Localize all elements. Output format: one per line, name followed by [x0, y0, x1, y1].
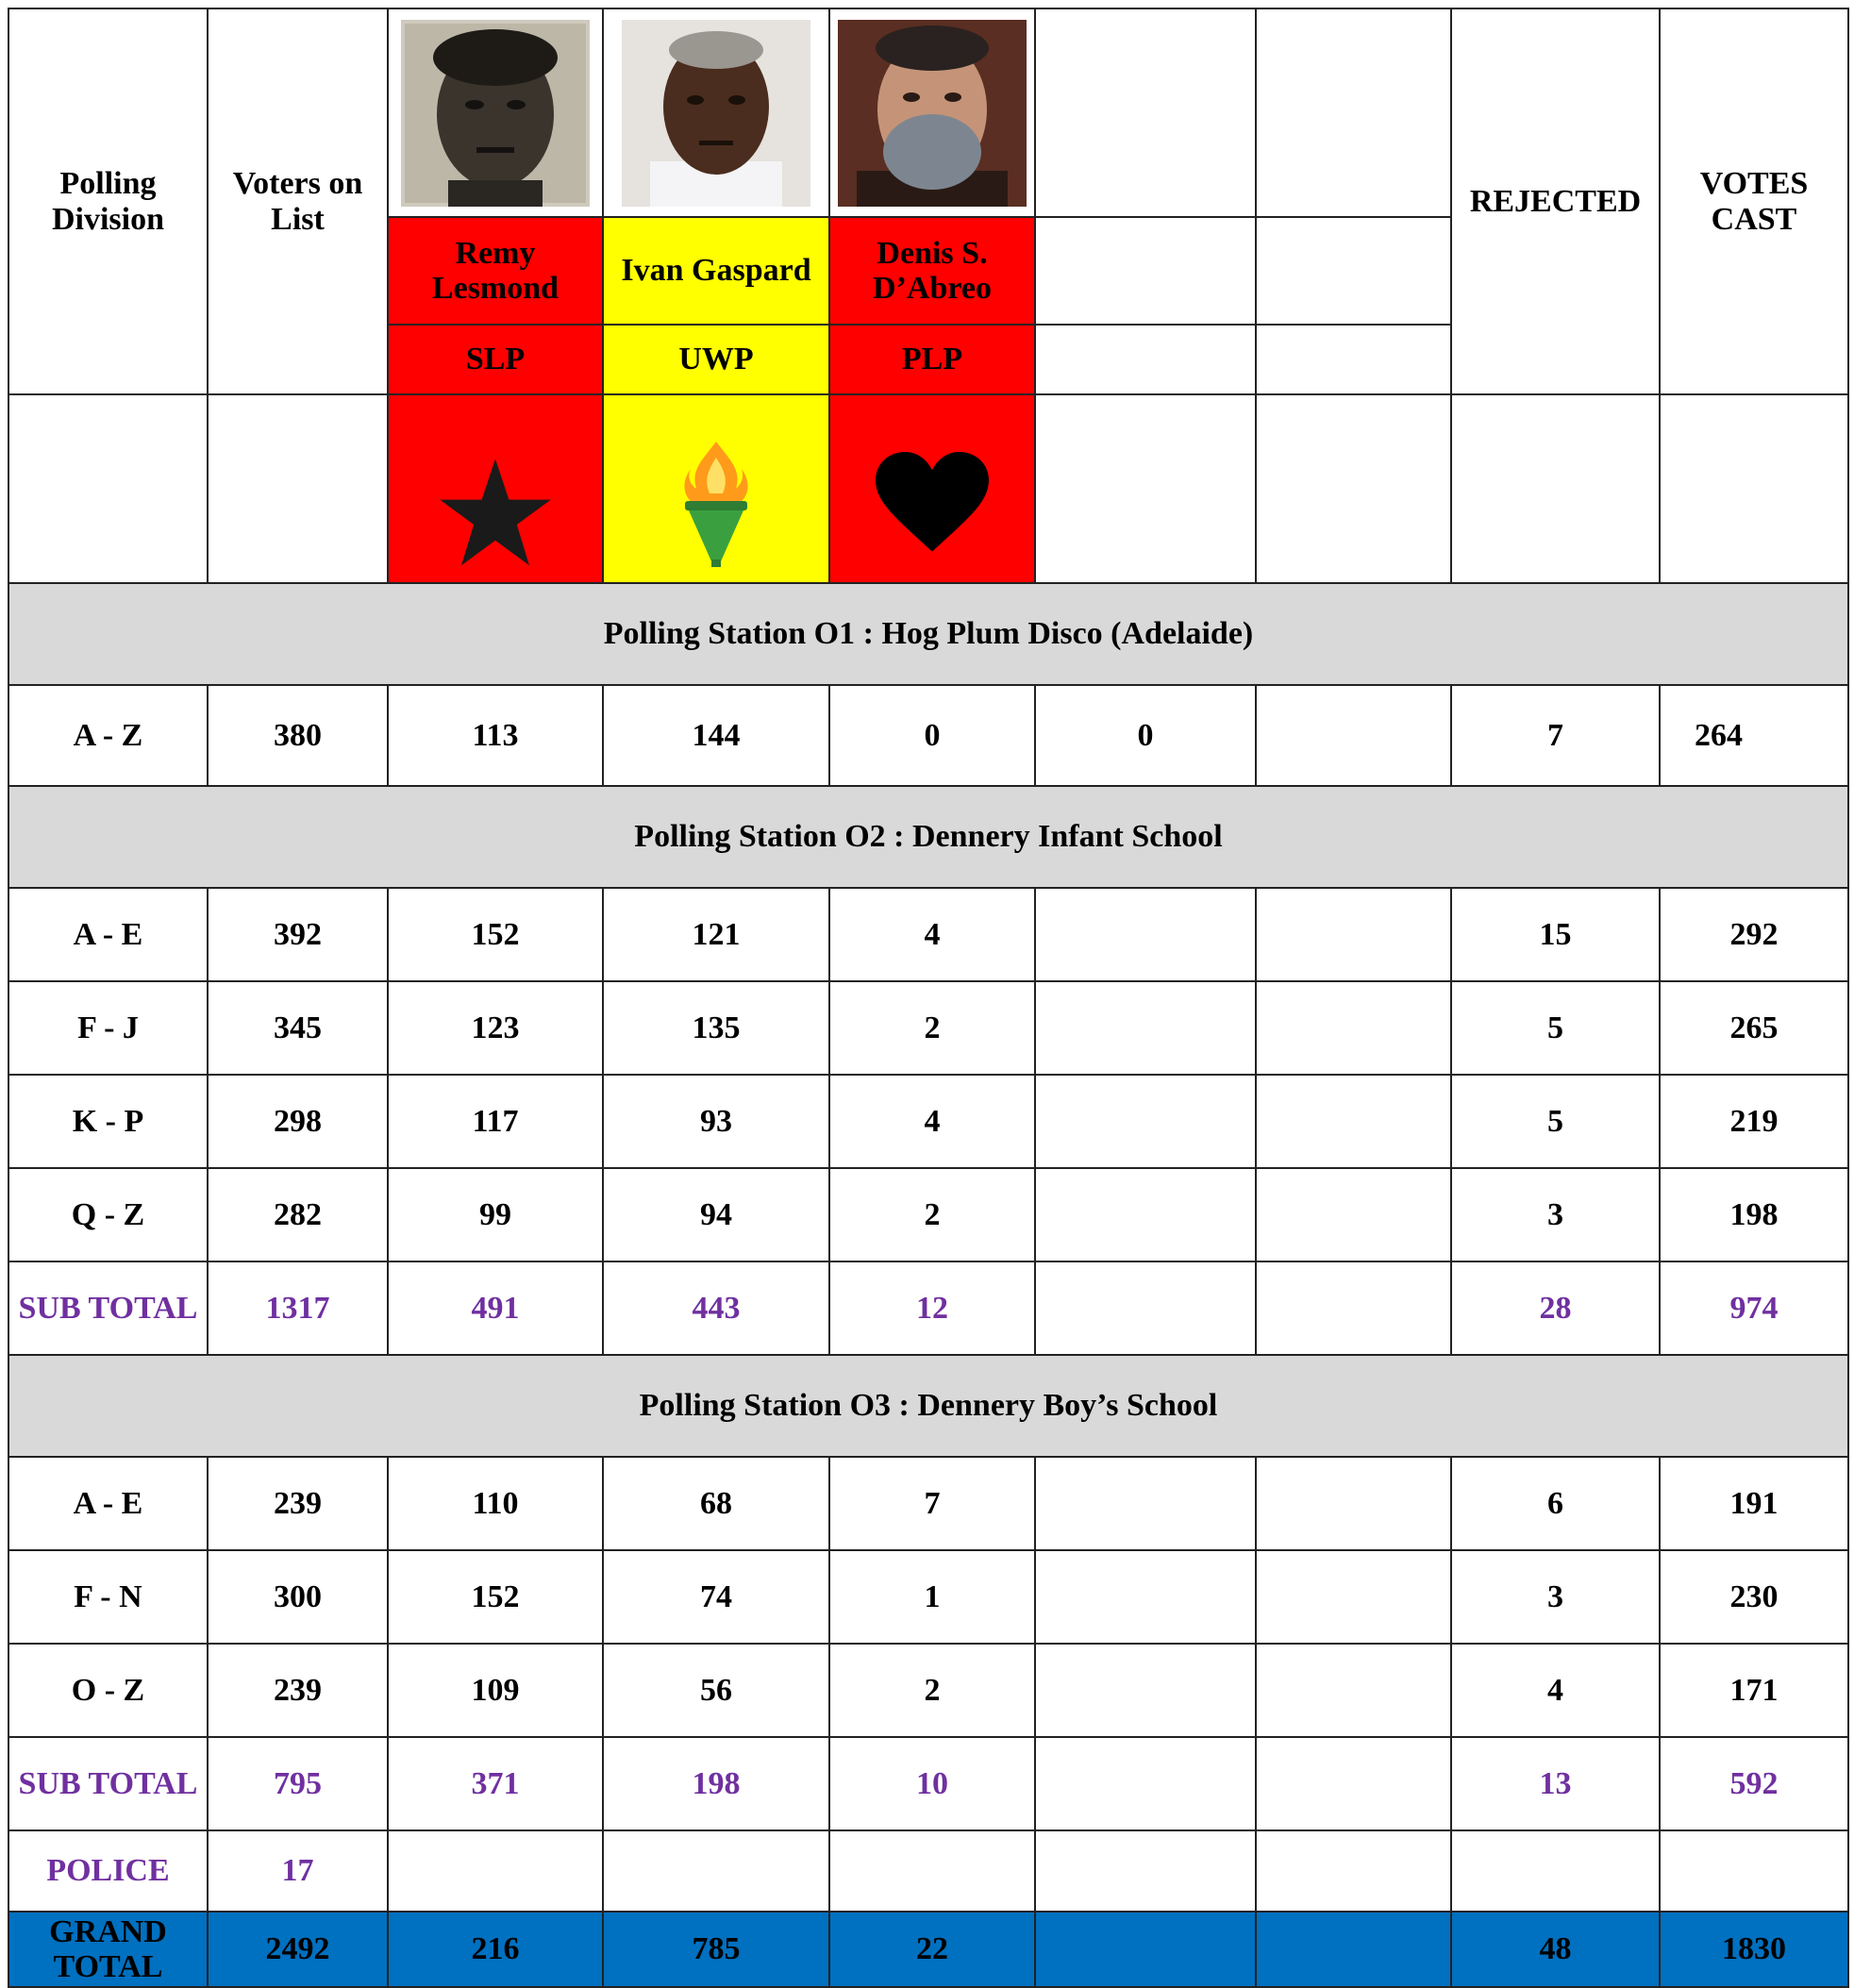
candidate-1-votes: 110 [388, 1457, 603, 1550]
candidate-2-votes: 68 [603, 1457, 829, 1550]
subtotal-candidate-5 [1256, 1737, 1451, 1830]
candidate-4-votes [1035, 1457, 1256, 1550]
results-table [8, 8, 1849, 1988]
candidate-1-name: Remy Lesmond [388, 217, 603, 325]
rejected-value: 4 [1451, 1644, 1660, 1737]
candidate-4-votes [1035, 1168, 1256, 1261]
candidate-2-votes: 121 [603, 888, 829, 981]
candidate-2-votes: 56 [603, 1644, 829, 1737]
division-label: F - N [8, 1550, 208, 1644]
votes-cast-header: VOTES CAST [1660, 8, 1848, 394]
rejected-value: 5 [1451, 981, 1660, 1075]
candidate-1-votes: 117 [388, 1075, 603, 1168]
subtotal-candidate-4 [1035, 1737, 1256, 1830]
candidate-2-votes: 93 [603, 1075, 829, 1168]
police-label: POLICE [8, 1830, 208, 1912]
grand-total-candidate-5 [1256, 1912, 1451, 1987]
votes-cast-value: 230 [1660, 1550, 1848, 1644]
star-icon [439, 457, 552, 570]
division-label: A - E [8, 888, 208, 981]
rejected-value: 6 [1451, 1457, 1660, 1550]
grand-total-votes-cast: 1830 [1660, 1912, 1848, 1987]
subtotal-candidate-4 [1035, 1261, 1256, 1355]
subtotal-label: SUB TOTAL [8, 1737, 208, 1830]
voters-on-list-header: Voters on List [208, 8, 388, 394]
rejected-value: 3 [1451, 1550, 1660, 1644]
voters-value: 345 [208, 981, 388, 1075]
candidate-2-party: UWP [603, 325, 829, 394]
empty-symbol-cell [1256, 394, 1451, 583]
candidate-4-votes [1035, 981, 1256, 1075]
rejected-value: 5 [1451, 1075, 1660, 1168]
candidate-5-votes [1256, 685, 1451, 786]
candidate-1-votes: 109 [388, 1644, 603, 1737]
candidate-1-symbol [388, 394, 603, 583]
subtotal-candidate-2: 443 [603, 1261, 829, 1355]
candidate-5-votes [1256, 1075, 1451, 1168]
subtotal-rejected: 28 [1451, 1261, 1660, 1355]
division-label: O - Z [8, 1644, 208, 1737]
candidate-3-votes: 0 [829, 685, 1035, 786]
division-label: Q - Z [8, 1168, 208, 1261]
division-label: A - Z [8, 685, 208, 786]
division-label: F - J [8, 981, 208, 1075]
candidate-1-votes: 99 [388, 1168, 603, 1261]
candidate-2-symbol [603, 394, 829, 583]
candidate-1-votes: 113 [388, 685, 603, 786]
voters-value: 239 [208, 1457, 388, 1550]
candidate-4-votes [1035, 1644, 1256, 1737]
grand-total-candidate-3: 22 [829, 1912, 1035, 1987]
grand-total-candidate-2: 785 [603, 1912, 829, 1987]
candidate-4-votes [1035, 1075, 1256, 1168]
candidate-3-votes: 2 [829, 981, 1035, 1075]
grand-total-rejected: 48 [1451, 1912, 1660, 1987]
candidate-3-votes: 7 [829, 1457, 1035, 1550]
candidate-3-symbol [829, 394, 1035, 583]
candidate-1-votes: 152 [388, 888, 603, 981]
candidate-3-votes: 4 [829, 1075, 1035, 1168]
candidate-2-votes: 135 [603, 981, 829, 1075]
grand-total-candidate-1: 216 [388, 1912, 603, 1987]
candidate-5-votes [1256, 1457, 1451, 1550]
subtotal-candidate-5 [1256, 1261, 1451, 1355]
votes-cast-value: 292 [1660, 888, 1848, 981]
subtotal-candidate-1: 371 [388, 1737, 603, 1830]
votes-cast-value: 198 [1660, 1168, 1848, 1261]
candidate-2-portrait-icon [622, 20, 810, 207]
voters-value: 300 [208, 1550, 388, 1644]
candidate-3-votes: 2 [829, 1168, 1035, 1261]
rejected-value: 3 [1451, 1168, 1660, 1261]
candidate-3-name: Denis S. D’Abreo [829, 217, 1035, 325]
division-label: K - P [8, 1075, 208, 1168]
station-title: Polling Station O3 : Dennery Boy’s School [8, 1355, 1848, 1457]
police-empty-cell [829, 1830, 1035, 1912]
empty-candidate-5-party [1256, 325, 1451, 394]
votes-cast-value: 265 [1660, 981, 1848, 1075]
police-empty-cell [603, 1830, 829, 1912]
subtotal-candidate-3: 12 [829, 1261, 1035, 1355]
rejected-header: REJECTED [1451, 8, 1660, 394]
candidate-3-votes: 4 [829, 888, 1035, 981]
subtotal-candidate-3: 10 [829, 1737, 1035, 1830]
candidate-5-votes [1256, 1644, 1451, 1737]
station-title: Polling Station O1 : Hog Plum Disco (Adelaide) [8, 583, 1848, 685]
empty-candidate-5-name [1256, 217, 1451, 325]
candidate-3-photo [829, 8, 1035, 217]
candidate-1-votes: 123 [388, 981, 603, 1075]
subtotal-candidate-1: 491 [388, 1261, 603, 1355]
station-title: Polling Station O2 : Dennery Infant School [8, 786, 1848, 888]
grand-total-candidate-4 [1035, 1912, 1256, 1987]
polling-division-header: Polling Division [8, 8, 208, 394]
empty-candidate-4-party [1035, 325, 1256, 394]
police-empty-cell [1660, 1830, 1848, 1912]
votes-cast-value: 264 [1660, 685, 1848, 786]
candidate-5-votes [1256, 981, 1451, 1075]
voters-value: 298 [208, 1075, 388, 1168]
subtotal-votes-cast: 592 [1660, 1737, 1848, 1830]
empty-symbol-cell [208, 394, 388, 583]
candidate-1-portrait-icon [401, 20, 590, 207]
candidate-4-votes [1035, 1550, 1256, 1644]
candidate-3-portrait-icon [838, 20, 1027, 207]
empty-symbol-cell [1660, 394, 1848, 583]
subtotal-votes-cast: 974 [1660, 1261, 1848, 1355]
votes-cast-value: 171 [1660, 1644, 1848, 1737]
voters-value: 282 [208, 1168, 388, 1261]
empty-symbol-cell [8, 394, 208, 583]
candidate-2-votes: 94 [603, 1168, 829, 1261]
empty-candidate-4-name [1035, 217, 1256, 325]
candidate-2-photo [603, 8, 829, 217]
candidate-5-votes [1256, 888, 1451, 981]
votes-cast-value: 219 [1660, 1075, 1848, 1168]
candidate-2-name: Ivan Gaspard [603, 217, 829, 325]
grand-total-label: GRAND TOTAL [8, 1912, 208, 1987]
candidate-5-votes [1256, 1550, 1451, 1644]
candidate-2-votes: 144 [603, 685, 829, 786]
candidate-3-votes: 2 [829, 1644, 1035, 1737]
subtotal-rejected: 13 [1451, 1737, 1660, 1830]
candidate-3-votes: 1 [829, 1550, 1035, 1644]
candidate-2-votes: 74 [603, 1550, 829, 1644]
voters-value: 239 [208, 1644, 388, 1737]
division-label: A - E [8, 1457, 208, 1550]
police-empty-cell [388, 1830, 603, 1912]
grand-total-voters: 2492 [208, 1912, 388, 1987]
empty-candidate-4-photo [1035, 8, 1256, 217]
police-voters: 17 [208, 1830, 388, 1912]
empty-candidate-5-photo [1256, 8, 1451, 217]
empty-symbol-cell [1035, 394, 1256, 583]
heart-icon [876, 451, 989, 555]
subtotal-voters: 795 [208, 1737, 388, 1830]
rejected-value: 7 [1451, 685, 1660, 786]
votes-cast-value: 191 [1660, 1457, 1848, 1550]
candidate-3-party: PLP [829, 325, 1035, 394]
voters-value: 392 [208, 888, 388, 981]
rejected-value: 15 [1451, 888, 1660, 981]
subtotal-label: SUB TOTAL [8, 1261, 208, 1355]
police-empty-cell [1035, 1830, 1256, 1912]
candidate-1-votes: 152 [388, 1550, 603, 1644]
torch-icon [674, 437, 759, 569]
subtotal-candidate-2: 198 [603, 1737, 829, 1830]
candidate-5-votes [1256, 1168, 1451, 1261]
police-empty-cell [1256, 1830, 1451, 1912]
voters-value: 380 [208, 685, 388, 786]
candidate-4-votes [1035, 888, 1256, 981]
police-empty-cell [1451, 1830, 1660, 1912]
empty-symbol-cell [1451, 394, 1660, 583]
candidate-4-votes: 0 [1035, 685, 1256, 786]
subtotal-voters: 1317 [208, 1261, 388, 1355]
candidate-1-photo [388, 8, 603, 217]
candidate-1-party: SLP [388, 325, 603, 394]
